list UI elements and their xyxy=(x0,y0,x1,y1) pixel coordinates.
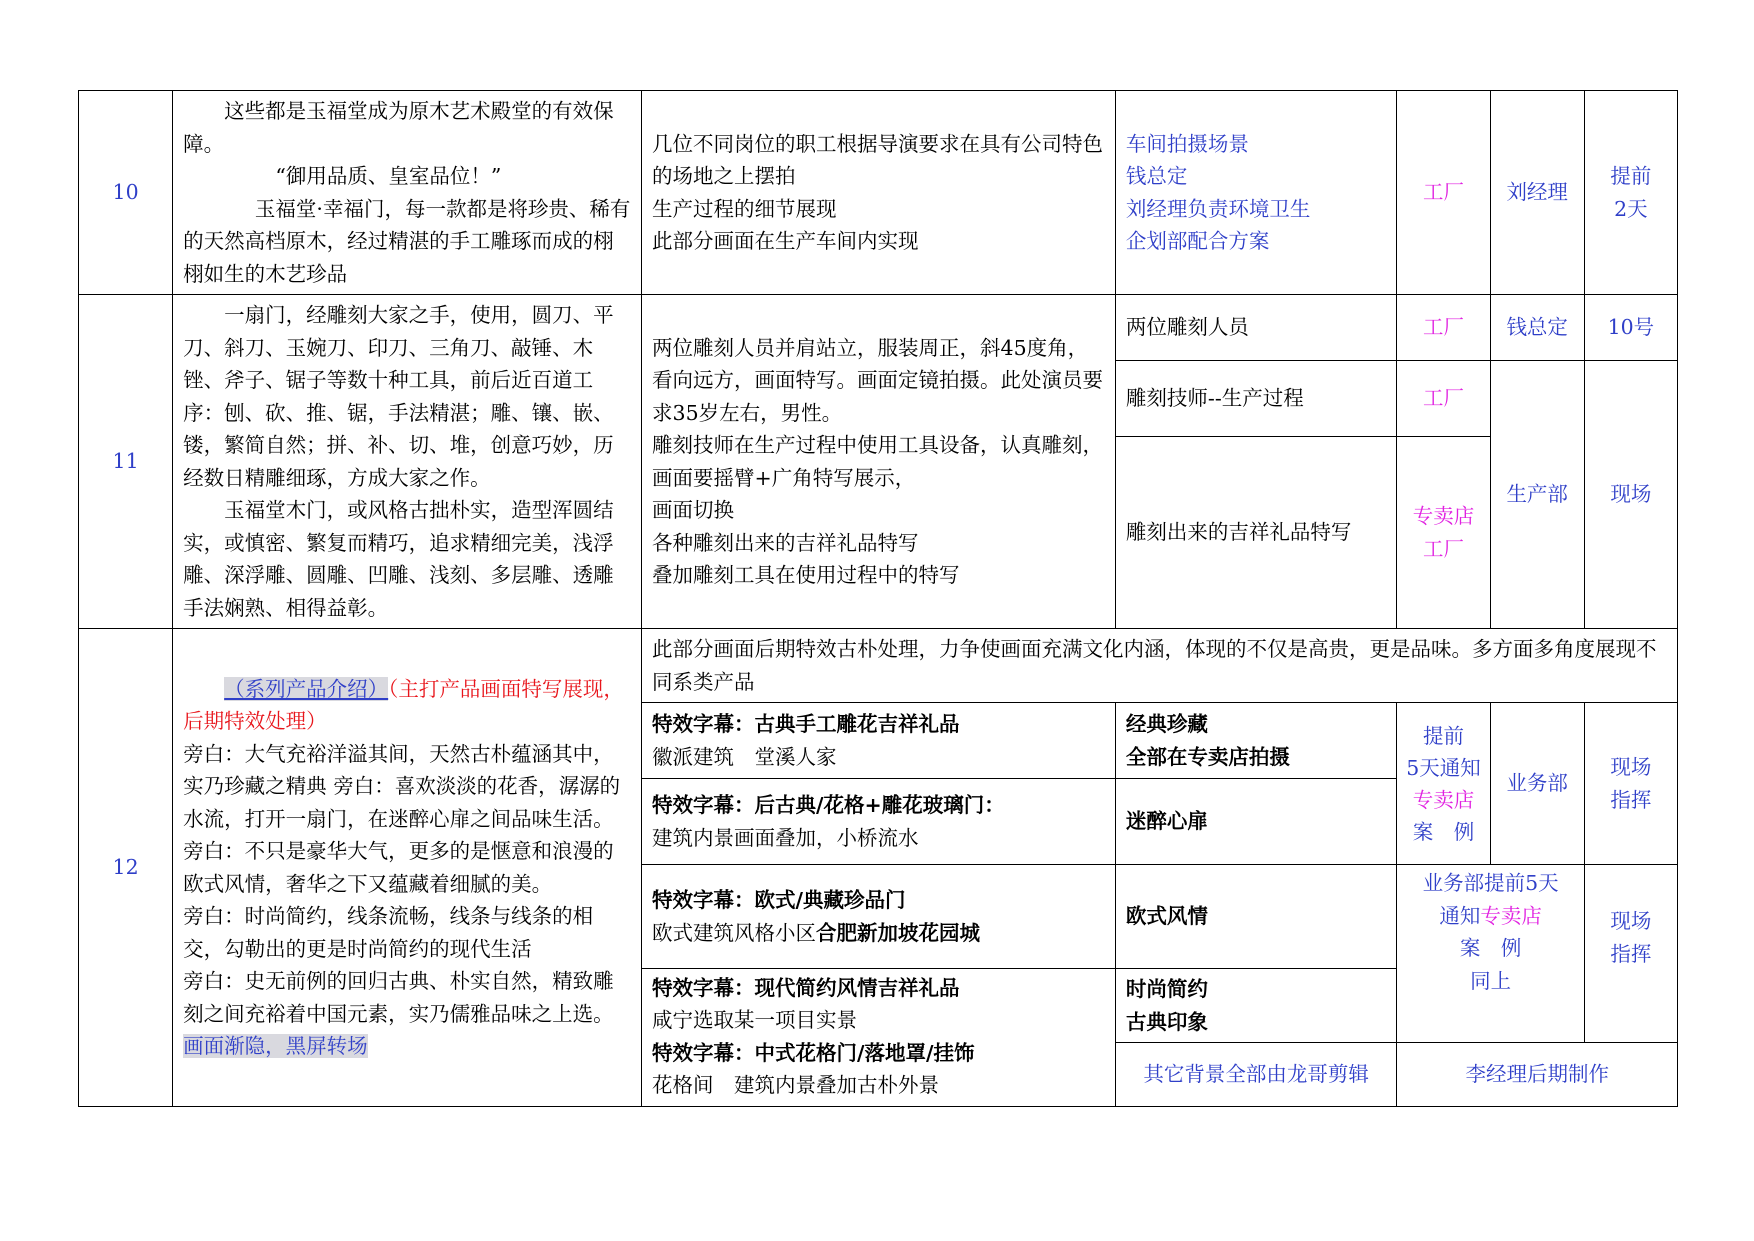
post-production-cell: 李经理后期制作 xyxy=(1397,1043,1678,1107)
fx-caption: 特效字幕：欧式/典藏珍品门 xyxy=(652,888,906,912)
location-line: 工厂 xyxy=(1423,536,1465,561)
time-cell: 10号 xyxy=(1584,295,1677,361)
location-cell: 工厂 xyxy=(1397,91,1490,295)
shot-description-cell xyxy=(642,969,1116,1107)
content-line: 钱总定 xyxy=(1125,164,1188,188)
fx-caption: 特效字幕：现代简约风情吉祥礼品 xyxy=(652,975,960,1000)
time-cell xyxy=(1584,703,1677,865)
shot-description-cell xyxy=(642,295,1116,629)
fx-caption: 特效字幕：中式花格门/落地罩/挂饰 xyxy=(652,1040,975,1065)
time-line: 指挥 xyxy=(1610,787,1652,812)
shot-line: 两位雕刻人员并肩站立，服装周正，斜45度角，看向远方，画面特写。画面定镜拍摄。此处演员要求35岁左右，男性。 xyxy=(652,335,1104,425)
time-cell: 现场 xyxy=(1584,361,1677,629)
shot-line: 花格间 建筑内景叠加古朴外景 xyxy=(652,1073,940,1097)
fx-caption: 特效字幕：后古典/花格+雕花玻璃门： xyxy=(652,793,1005,817)
content-line: 车间拍摄场景 xyxy=(1125,131,1249,156)
location-store: 专卖店 xyxy=(1480,903,1542,928)
row-number: 11 xyxy=(79,295,173,629)
content-cell: 迷醉心扉 xyxy=(1115,779,1397,865)
time-line: 2天 xyxy=(1614,196,1648,221)
shot-line: 叠加雕刻工具在使用过程中的特写 xyxy=(652,563,960,587)
location-line: 同上 xyxy=(1470,968,1512,993)
narration-line: 玉福堂木门，或风格古拙朴实，造型浑圆结实，或慎密、繁复而精巧，追求精细完美，浅浮雕、深浮雕、圆雕、凹雕、浅刻、多层雕、透雕手法娴熟、相得益彰。 xyxy=(183,498,614,620)
shot-line: 画面切换 xyxy=(652,498,735,522)
location-line: 案 例 xyxy=(1412,819,1475,844)
table-row xyxy=(79,91,1678,295)
narration-line: 旁白：时尚简约，线条流畅，线条与线条的相交，勾勒出的更是时尚简约的现代生活 xyxy=(183,904,594,961)
content-line: 企划部配合方案 xyxy=(1125,229,1270,253)
shot-line: 雕刻技师在生产过程中使用工具设备，认真雕刻，画面要摇臂+广角特写展示， xyxy=(652,433,1104,490)
narration-line: “御用品质、皇室品位！” xyxy=(275,164,502,188)
section-note-cell: 此部分画面后期特效古朴处理，力争使画面充满文化内涵，体现的不仅是高贵，更是品味。多方面多角度展现不同系类产品 xyxy=(642,629,1678,703)
content-line: 古典印象 xyxy=(1125,1009,1208,1034)
owner-cell: 钱总定 xyxy=(1490,295,1584,361)
content-cell: 雕刻出来的吉祥礼品特写 xyxy=(1115,437,1397,629)
location-line: 提前 xyxy=(1423,723,1465,748)
location-owner-cell xyxy=(1397,865,1584,1043)
time-cell xyxy=(1584,91,1677,295)
location-line: 专卖店 xyxy=(1412,787,1475,812)
table-row xyxy=(79,629,1678,703)
location-cell xyxy=(1397,703,1490,865)
narration-cell xyxy=(173,629,642,1107)
row-number: 12 xyxy=(79,629,173,1107)
content-cell: 两位雕刻人员 xyxy=(1115,295,1397,361)
shot-line: 建筑内景画面叠加，小桥流水 xyxy=(652,825,919,850)
location-line: 业务部提前5天 xyxy=(1422,871,1559,895)
shot-line: 生产过程的细节展现 xyxy=(652,196,837,221)
time-cell xyxy=(1584,865,1677,1043)
shot-line xyxy=(652,917,1105,950)
series-note: （主打产品画面特写展现，后期特效处理） xyxy=(183,676,624,733)
editing-note-cell: 其它背景全部由龙哥剪辑 xyxy=(1115,1043,1397,1107)
narration-line: 一扇门，经雕刻大家之手，使用，圆刀、平刀、斜刀、玉婉刀、印刀、三角刀、敲锤、木锉、斧子、锯子等数十种工具，前后近百道工序：刨、砍、推、锯，手法精湛；雕、镶、嵌、镂，繁简自然；拼、补、切、堆，创意巧妙，历经数日精雕细琢，方成大家之作。 xyxy=(183,303,614,490)
time-line: 指挥 xyxy=(1610,941,1652,966)
shot-line: 此部分画面在生产车间内实现 xyxy=(652,229,919,253)
narration-line: 玉福堂·幸福门，每一款都是将珍贵、稀有的天然高档原木，经过精湛的手工雕琢而成的栩栩如生的木艺珍品 xyxy=(183,196,631,286)
ending-line xyxy=(183,1030,631,1063)
location-cell: 工厂 xyxy=(1397,295,1490,361)
section-title xyxy=(183,673,631,738)
shooting-script-table xyxy=(78,90,1678,1107)
content-line: 时尚简约 xyxy=(1125,977,1208,1001)
location-line: 专卖店 xyxy=(1412,504,1475,528)
content-line: 刘经理负责环境卫生 xyxy=(1125,196,1311,221)
shot-description-cell xyxy=(642,91,1116,295)
shot-line: 徽派建筑 堂溪人家 xyxy=(652,744,837,769)
shot-line: 各种雕刻出来的吉祥礼品特写 xyxy=(652,530,919,555)
shot-text: 欧式建筑风格小区 xyxy=(652,920,817,945)
shot-line: 咸宁选取某一项目实景 xyxy=(652,1008,858,1032)
time-line: 提前 xyxy=(1610,164,1652,188)
shot-text-bold: 合肥新加坡花园城 xyxy=(816,920,981,945)
shot-description-cell xyxy=(642,703,1116,779)
ending-note: 画面渐隐，黑屏转场 xyxy=(183,1034,368,1058)
shot-line: 几位不同岗位的职工根据导演要求在具有公司特色的场地之上摆拍 xyxy=(652,131,1104,188)
location-text: 通知 xyxy=(1439,903,1481,928)
narration-line: 这些都是玉福堂成为原木艺术殿堂的有效保障。 xyxy=(183,99,614,156)
shot-description-cell xyxy=(642,779,1116,865)
content-line: 全部在专卖店拍摄 xyxy=(1125,744,1290,769)
series-title: （系列产品介绍） xyxy=(224,676,389,701)
location-cell: 工厂 xyxy=(1397,361,1490,437)
location-line: 案 例 xyxy=(1459,936,1522,960)
owner-cell: 刘经理 xyxy=(1490,91,1584,295)
narration-cell xyxy=(173,295,642,629)
time-line: 现场 xyxy=(1610,755,1652,779)
narration-line: 旁白：大气充裕洋溢其间，天然古朴蕴涵其中，实乃珍藏之精典 旁白：喜欢淡淡的花香，潺潺的水流，打开一扇门，在迷醉心扉之间品味生活。 xyxy=(183,741,621,831)
location-cell xyxy=(1397,437,1490,629)
row-number: 10 xyxy=(79,91,173,295)
narration-line: 旁白：史无前例的回归古典、朴实自然，精致雕刻之间充裕着中国元素，实乃儒雅品味之上选。 xyxy=(183,969,614,1026)
content-cell xyxy=(1115,703,1397,779)
owner-cell: 业务部 xyxy=(1490,703,1584,865)
shot-description-cell xyxy=(642,865,1116,969)
location-line xyxy=(1407,900,1573,933)
owner-cell: 生产部 xyxy=(1490,361,1584,629)
narration-cell xyxy=(173,91,642,295)
content-cell xyxy=(1115,969,1397,1043)
content-cell: 欧式风情 xyxy=(1115,865,1397,969)
narration-line: 旁白：不只是豪华大气，更多的是惬意和浪漫的欧式风情，奢华之下又蕴藏着细腻的美。 xyxy=(183,839,614,896)
time-line: 现场 xyxy=(1610,909,1652,933)
table-row xyxy=(79,295,1678,361)
content-cell: 雕刻技师--生产过程 xyxy=(1115,361,1397,437)
location-line: 5天通知 xyxy=(1406,755,1481,780)
content-cell xyxy=(1115,91,1397,295)
fx-caption: 特效字幕：古典手工雕花吉祥礼品 xyxy=(652,712,960,736)
content-line: 经典珍藏 xyxy=(1125,712,1208,736)
